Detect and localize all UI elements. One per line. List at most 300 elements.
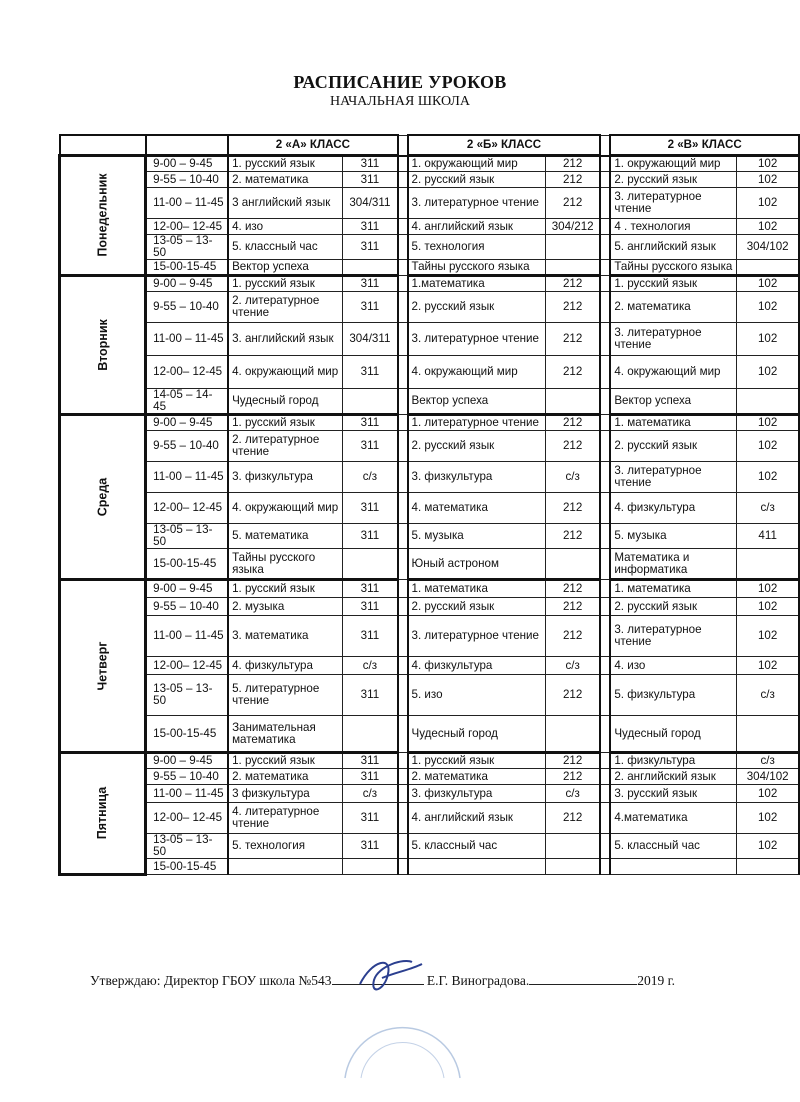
- room-cell: 212: [545, 493, 600, 524]
- schedule-row: [60, 859, 800, 875]
- column-gap: [600, 493, 610, 524]
- room-cell: 212: [545, 675, 600, 716]
- room-cell: 102: [737, 834, 799, 859]
- column-gap: [600, 188, 610, 219]
- lesson-time: 15-00-15-45: [146, 260, 228, 276]
- column-gap: [398, 135, 408, 156]
- column-gap: [398, 172, 408, 188]
- column-gap: [398, 323, 408, 356]
- subject-cell: 2. русский язык: [408, 292, 546, 323]
- subject-cell: 1. математика: [408, 580, 546, 598]
- room-cell: 311: [343, 769, 398, 785]
- lesson-time: 9-00 – 9-45: [146, 415, 228, 431]
- column-gap: [398, 716, 408, 753]
- subject-cell: 4. английский язык: [408, 219, 546, 235]
- subject-cell: 2. русский язык: [408, 598, 546, 616]
- day-name: Пятница: [95, 786, 110, 840]
- subject-cell: 4. физкультура: [408, 657, 546, 675]
- room-cell: 102: [737, 415, 799, 431]
- room-cell: 212: [545, 156, 600, 172]
- column-gap: [600, 769, 610, 785]
- time-header-cell: [146, 135, 228, 156]
- room-cell: [737, 859, 799, 875]
- subject-cell: Юный астроном: [408, 549, 546, 580]
- room-cell: 311: [343, 172, 398, 188]
- room-cell: [737, 716, 799, 753]
- column-gap: [398, 803, 408, 834]
- column-gap: [600, 657, 610, 675]
- schedule-row: [60, 769, 800, 785]
- column-gap: [600, 276, 610, 292]
- schedule-row: [60, 657, 800, 675]
- lesson-time: 12-00– 12-45: [146, 219, 228, 235]
- subject-cell: 1. окружающий мир: [610, 156, 736, 172]
- subject-cell: 4. окружающий мир: [228, 356, 343, 389]
- room-cell: 102: [737, 616, 799, 657]
- day-label-cell: [60, 415, 146, 580]
- schedule-row: [60, 431, 800, 462]
- room-cell: 311: [343, 431, 398, 462]
- subject-cell: 2. математика: [610, 292, 736, 323]
- lesson-time: 12-00– 12-45: [146, 803, 228, 834]
- room-cell: 102: [737, 785, 799, 803]
- column-gap: [398, 462, 408, 493]
- subject-cell: 2. музыка: [228, 598, 343, 616]
- room-cell: 212: [545, 292, 600, 323]
- subject-cell: 3. литературное чтение: [610, 616, 736, 657]
- room-cell: 102: [737, 156, 799, 172]
- column-gap: [398, 769, 408, 785]
- subject-cell: Вектор успеха: [610, 389, 736, 415]
- subject-cell: 4. литературное чтение: [228, 803, 343, 834]
- day-label-cell: [60, 580, 146, 753]
- subject-cell: 3. литературное чтение: [408, 323, 546, 356]
- subject-cell: 3. математика: [228, 616, 343, 657]
- room-cell: 311: [343, 235, 398, 260]
- subject-cell: 3. литературное чтение: [610, 462, 736, 493]
- room-cell: 304/102: [737, 769, 799, 785]
- schedule-row: [60, 219, 800, 235]
- schedule-row: [60, 415, 800, 431]
- day-name: Среда: [95, 477, 110, 516]
- lesson-time: 15-00-15-45: [146, 549, 228, 580]
- stamp-mark: [335, 1000, 470, 1080]
- room-cell: 102: [737, 580, 799, 598]
- subject-cell: 3. русский язык: [610, 785, 736, 803]
- subject-cell: 3. физкультура: [408, 462, 546, 493]
- subject-cell: 5. технология: [228, 834, 343, 859]
- room-cell: 212: [545, 188, 600, 219]
- schedule-row: [60, 323, 800, 356]
- column-gap: [600, 834, 610, 859]
- schedule-row: [60, 616, 800, 657]
- column-gap: [398, 753, 408, 769]
- column-gap: [398, 156, 408, 172]
- column-gap: [398, 549, 408, 580]
- column-gap: [600, 753, 610, 769]
- column-gap: [600, 580, 610, 598]
- subject-cell: 2. русский язык: [610, 598, 736, 616]
- schedule-row: [60, 260, 800, 276]
- room-cell: 311: [343, 753, 398, 769]
- schedule-row: [60, 785, 800, 803]
- lesson-time: 11-00 – 11-45: [146, 323, 228, 356]
- room-cell: 311: [343, 292, 398, 323]
- subject-cell: 2. математика: [228, 769, 343, 785]
- column-gap: [600, 462, 610, 493]
- subject-cell: 5. математика: [228, 524, 343, 549]
- column-gap: [398, 188, 408, 219]
- lesson-time: 9-00 – 9-45: [146, 276, 228, 292]
- subject-cell: 2. русский язык: [610, 172, 736, 188]
- subject-cell: 4. изо: [228, 219, 343, 235]
- schedule-row: [60, 493, 800, 524]
- room-cell: с/з: [737, 493, 799, 524]
- subject-cell: 4.математика: [610, 803, 736, 834]
- room-cell: [545, 260, 600, 276]
- room-cell: 304/311: [343, 188, 398, 219]
- subject-cell: 2. литературное чтение: [228, 431, 343, 462]
- lesson-time: 13-05 – 13-50: [146, 675, 228, 716]
- column-gap: [398, 657, 408, 675]
- room-cell: 102: [737, 356, 799, 389]
- schedule-row: [60, 753, 800, 769]
- subject-cell: 5. изо: [408, 675, 546, 716]
- room-cell: 311: [343, 493, 398, 524]
- corner-cell: [60, 135, 146, 156]
- schedule-row: [60, 292, 800, 323]
- lesson-time: 11-00 – 11-45: [146, 616, 228, 657]
- subject-cell: 5. английский язык: [610, 235, 736, 260]
- column-gap: [600, 172, 610, 188]
- schedule-row: [60, 580, 800, 598]
- column-gap: [600, 292, 610, 323]
- schedule-row: [60, 356, 800, 389]
- room-cell: 411: [737, 524, 799, 549]
- subject-cell: 1. литературное чтение: [408, 415, 546, 431]
- column-gap: [398, 859, 408, 875]
- room-cell: [343, 260, 398, 276]
- subject-cell: Чудесный город: [408, 716, 546, 753]
- subject-cell: Занимательная математика: [228, 716, 343, 753]
- room-cell: 311: [343, 580, 398, 598]
- room-cell: 212: [545, 598, 600, 616]
- column-gap: [600, 803, 610, 834]
- room-cell: 311: [343, 598, 398, 616]
- room-cell: [343, 716, 398, 753]
- subject-cell: Вектор успеха: [408, 389, 546, 415]
- column-gap: [398, 598, 408, 616]
- subject-cell: 4. физкультура: [610, 493, 736, 524]
- room-cell: с/з: [545, 462, 600, 493]
- lesson-time: 9-00 – 9-45: [146, 580, 228, 598]
- schedule-row: [60, 716, 800, 753]
- room-cell: 304/311: [343, 323, 398, 356]
- subject-cell: 4. физкультура: [228, 657, 343, 675]
- room-cell: с/з: [343, 657, 398, 675]
- column-gap: [600, 415, 610, 431]
- column-gap: [600, 156, 610, 172]
- column-gap: [398, 493, 408, 524]
- column-gap: [600, 431, 610, 462]
- room-cell: 304/102: [737, 235, 799, 260]
- room-cell: 102: [737, 276, 799, 292]
- subject-cell: 1. русский язык: [408, 753, 546, 769]
- subject-cell: 2. математика: [408, 769, 546, 785]
- subject-cell: 3. английский язык: [228, 323, 343, 356]
- room-cell: 212: [545, 415, 600, 431]
- signature-mark: [352, 950, 432, 1000]
- column-gap: [398, 834, 408, 859]
- room-cell: [545, 389, 600, 415]
- room-cell: 212: [545, 276, 600, 292]
- subject-cell: Тайны русского языка: [408, 260, 546, 276]
- room-cell: с/з: [545, 657, 600, 675]
- column-gap: [600, 356, 610, 389]
- schedule-row: [60, 389, 800, 415]
- subject-cell: 1. русский язык: [228, 276, 343, 292]
- column-gap: [398, 276, 408, 292]
- room-cell: [545, 549, 600, 580]
- room-cell: 212: [545, 753, 600, 769]
- schedule-row: [60, 172, 800, 188]
- column-gap: [600, 389, 610, 415]
- room-cell: 102: [737, 462, 799, 493]
- column-gap: [398, 616, 408, 657]
- room-cell: с/з: [343, 785, 398, 803]
- column-gap: [398, 260, 408, 276]
- subject-cell: Тайны русского языка: [228, 549, 343, 580]
- subject-cell: 3. физкультура: [228, 462, 343, 493]
- subject-cell: 2. математика: [228, 172, 343, 188]
- schedule-row: [60, 803, 800, 834]
- column-gap: [600, 616, 610, 657]
- room-cell: [737, 389, 799, 415]
- subject-cell: Математика и информатика: [610, 549, 736, 580]
- schedule-row: [60, 188, 800, 219]
- lesson-time: 9-55 – 10-40: [146, 431, 228, 462]
- subject-cell: Чудесный город: [610, 716, 736, 753]
- room-cell: [545, 859, 600, 875]
- lesson-time: 9-55 – 10-40: [146, 598, 228, 616]
- lesson-time: 9-55 – 10-40: [146, 172, 228, 188]
- room-cell: 311: [343, 834, 398, 859]
- lesson-time: 9-55 – 10-40: [146, 292, 228, 323]
- subject-cell: Чудесный город: [228, 389, 343, 415]
- room-cell: 311: [343, 675, 398, 716]
- schedule-row: [60, 549, 800, 580]
- schedule-row: [60, 675, 800, 716]
- schedule-table: [58, 134, 800, 876]
- subject-cell: 3 английский язык: [228, 188, 343, 219]
- subject-cell: 1. окружающий мир: [408, 156, 546, 172]
- day-label-cell: [60, 753, 146, 875]
- room-cell: 311: [343, 156, 398, 172]
- subject-cell: Тайны русского языка: [610, 260, 736, 276]
- room-cell: 311: [343, 616, 398, 657]
- column-gap: [398, 580, 408, 598]
- subject-cell: 2. русский язык: [408, 172, 546, 188]
- subject-cell: 1.математика: [408, 276, 546, 292]
- column-gap: [398, 431, 408, 462]
- subject-cell: 4 . технология: [610, 219, 736, 235]
- column-gap: [600, 598, 610, 616]
- room-cell: с/з: [545, 785, 600, 803]
- subject-cell: 5. физкультура: [610, 675, 736, 716]
- class-header: 2 «Б» КЛАСС: [408, 135, 601, 156]
- room-cell: 102: [737, 188, 799, 219]
- room-cell: 304/212: [545, 219, 600, 235]
- date-line: [529, 974, 637, 985]
- room-cell: 311: [343, 356, 398, 389]
- lesson-time: 11-00 – 11-45: [146, 188, 228, 219]
- subject-cell: 3. литературное чтение: [610, 188, 736, 219]
- director-name: Е.Г. Виноградова.: [426, 973, 530, 988]
- subject-cell: 2. английский язык: [610, 769, 736, 785]
- subject-cell: 4. математика: [408, 493, 546, 524]
- room-cell: 102: [737, 172, 799, 188]
- schedule-row: [60, 462, 800, 493]
- column-gap: [398, 292, 408, 323]
- subject-cell: 3. литературное чтение: [408, 616, 546, 657]
- room-cell: 102: [737, 323, 799, 356]
- subject-cell: 1. русский язык: [228, 156, 343, 172]
- schedule-row: [60, 834, 800, 859]
- room-cell: 311: [343, 415, 398, 431]
- subject-cell: [610, 859, 736, 875]
- room-cell: 102: [737, 431, 799, 462]
- column-gap: [398, 235, 408, 260]
- subject-cell: 2. литературное чтение: [228, 292, 343, 323]
- room-cell: 102: [737, 598, 799, 616]
- schedule-row: [60, 524, 800, 549]
- room-cell: 311: [343, 524, 398, 549]
- subject-cell: 3. литературное чтение: [408, 188, 546, 219]
- subject-cell: 5. классный час: [610, 834, 736, 859]
- subject-cell: 4. изо: [610, 657, 736, 675]
- room-cell: 102: [737, 657, 799, 675]
- room-cell: [737, 260, 799, 276]
- schedule-row: [60, 156, 800, 172]
- subject-cell: 5. классный час: [408, 834, 546, 859]
- day-label-cell: [60, 156, 146, 276]
- lesson-time: 9-55 – 10-40: [146, 769, 228, 785]
- schedule-row: [60, 276, 800, 292]
- column-gap: [600, 219, 610, 235]
- column-gap: [398, 675, 408, 716]
- room-cell: [343, 389, 398, 415]
- column-gap: [600, 675, 610, 716]
- column-gap: [600, 549, 610, 580]
- subject-cell: 1. физкультура: [610, 753, 736, 769]
- room-cell: 102: [737, 292, 799, 323]
- room-cell: 212: [545, 431, 600, 462]
- room-cell: с/з: [737, 675, 799, 716]
- room-cell: 212: [545, 580, 600, 598]
- room-cell: 212: [545, 323, 600, 356]
- schedule-row: [60, 235, 800, 260]
- subject-cell: 3. физкультура: [408, 785, 546, 803]
- lesson-time: 15-00-15-45: [146, 716, 228, 753]
- column-gap: [398, 785, 408, 803]
- room-cell: 212: [545, 769, 600, 785]
- room-cell: 212: [545, 356, 600, 389]
- room-cell: 212: [545, 172, 600, 188]
- room-cell: 212: [545, 616, 600, 657]
- column-gap: [600, 716, 610, 753]
- room-cell: 311: [343, 276, 398, 292]
- schedule-row: [60, 598, 800, 616]
- subject-cell: Вектор успеха: [228, 260, 343, 276]
- page-title: РАСПИСАНИЕ УРОКОВ: [293, 72, 507, 92]
- lesson-time: 13-05 – 13-50: [146, 834, 228, 859]
- room-cell: с/з: [737, 753, 799, 769]
- subject-cell: [228, 859, 343, 875]
- lesson-time: 12-00– 12-45: [146, 493, 228, 524]
- column-gap: [600, 260, 610, 276]
- lesson-time: 12-00– 12-45: [146, 657, 228, 675]
- column-gap: [600, 859, 610, 875]
- room-cell: 102: [737, 803, 799, 834]
- subject-cell: 1. русский язык: [228, 753, 343, 769]
- lesson-time: 9-00 – 9-45: [146, 753, 228, 769]
- subject-cell: 5. музыка: [408, 524, 546, 549]
- lesson-time: 13-05 – 13-50: [146, 524, 228, 549]
- column-gap: [398, 356, 408, 389]
- room-cell: [343, 859, 398, 875]
- column-gap: [398, 219, 408, 235]
- subject-cell: 4. английский язык: [408, 803, 546, 834]
- subject-cell: 1. русский язык: [228, 415, 343, 431]
- lesson-time: 12-00– 12-45: [146, 356, 228, 389]
- room-cell: [545, 235, 600, 260]
- room-cell: 212: [545, 524, 600, 549]
- column-gap: [600, 785, 610, 803]
- subject-cell: 4. окружающий мир: [408, 356, 546, 389]
- day-label-cell: [60, 276, 146, 415]
- room-cell: 212: [545, 803, 600, 834]
- subject-cell: 1. математика: [610, 580, 736, 598]
- year-text: 2019 г.: [637, 973, 675, 988]
- lesson-time: 11-00 – 11-45: [146, 785, 228, 803]
- column-gap: [600, 135, 610, 156]
- column-gap: [398, 524, 408, 549]
- room-cell: 102: [737, 219, 799, 235]
- column-gap: [600, 323, 610, 356]
- room-cell: 311: [343, 803, 398, 834]
- day-name: Вторник: [95, 318, 110, 371]
- subject-cell: 5. литературное чтение: [228, 675, 343, 716]
- room-cell: [343, 549, 398, 580]
- page-subtitle: НАЧАЛЬНАЯ ШКОЛА: [329, 94, 471, 109]
- room-cell: [737, 549, 799, 580]
- column-gap: [398, 415, 408, 431]
- approval-text: Утверждаю: Директор ГБОУ школа №543: [90, 973, 332, 988]
- column-gap: [600, 235, 610, 260]
- lesson-time: 15-00-15-45: [146, 859, 228, 875]
- class-header: 2 «В» КЛАСС: [610, 135, 799, 156]
- subject-cell: 1. русский язык: [228, 580, 343, 598]
- lesson-time: 11-00 – 11-45: [146, 462, 228, 493]
- room-cell: [545, 834, 600, 859]
- room-cell: с/з: [343, 462, 398, 493]
- subject-cell: 4. окружающий мир: [228, 493, 343, 524]
- subject-cell: 2. русский язык: [408, 431, 546, 462]
- lesson-time: 14-05 – 14-45: [146, 389, 228, 415]
- class-header: 2 «А» КЛАСС: [228, 135, 398, 156]
- subject-cell: 5. технология: [408, 235, 546, 260]
- room-cell: [545, 716, 600, 753]
